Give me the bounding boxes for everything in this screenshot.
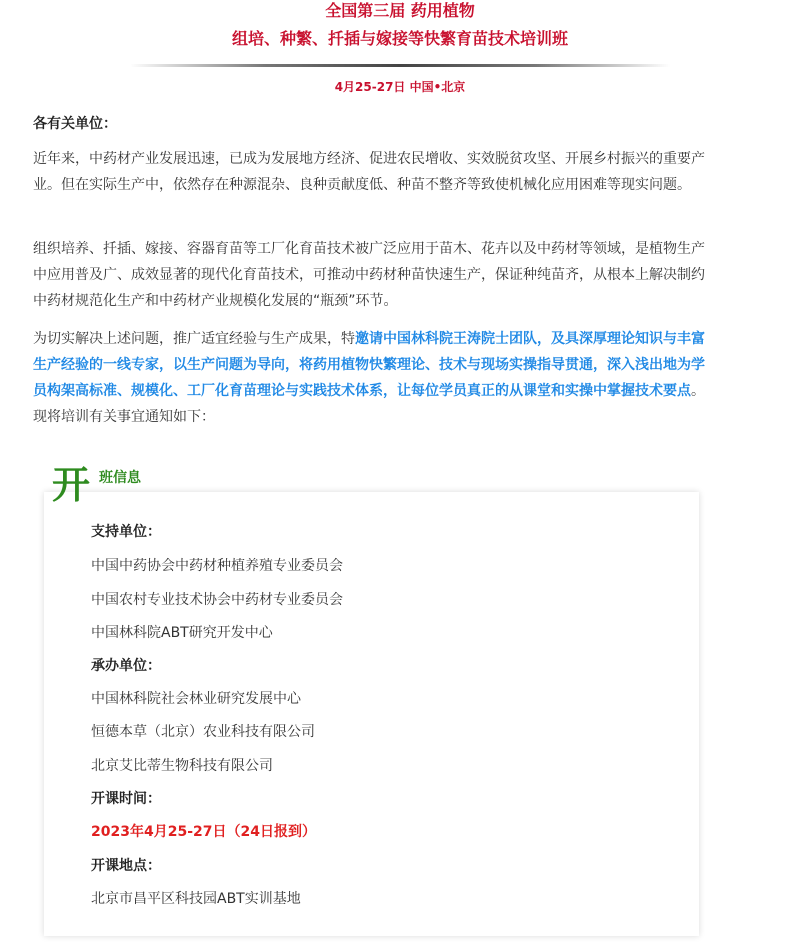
place-value: 北京市昌平区科技园ABT实训基地 bbox=[91, 891, 301, 907]
title-line-1: 全国第三届 药用植物 bbox=[325, 1, 475, 20]
paragraph-3-intro: 为切实解决上述问题，推广适宜经验与生产成果，特 bbox=[33, 331, 355, 347]
section-big-char: 开 bbox=[52, 463, 91, 507]
salutation: 各有关单位： bbox=[33, 116, 117, 132]
paragraph-3-highlight: 邀请中国林科院王涛院士团队，及具深厚理论知识与丰富生产经验的一线专家，以生产问题为导向，将药用植物快繁理论、技术与现场实操指导贯通，深入浅出地为学员构架高标准、规模化、工厂化育苗理论与实践技术体系，让每位学员真正的从课堂和实操中掌握技术要点 bbox=[33, 331, 705, 399]
host-unit-2: 恒德本草（北京）农业科技有限公司 bbox=[91, 724, 315, 740]
title-line-2: 组培、种繁、扦插与嫁接等快繁育苗技术培训班 bbox=[231, 29, 568, 48]
time-label: 开课时间： bbox=[91, 791, 161, 807]
support-label: 支持单位： bbox=[91, 524, 161, 540]
host-unit-3: 北京艾比蒂生物科技有限公司 bbox=[91, 758, 273, 774]
section-title: 班信息 bbox=[99, 470, 141, 486]
support-unit-3: 中国林科院ABT研究开发中心 bbox=[91, 625, 273, 641]
paragraph-1: 近年来，中药材产业发展迅速，已成为发展地方经济、促进农民增收、实效脱贫攻坚、开展乡村振兴的重要产业。但在实际生产中，依然存在种源混杂、良种贡献度低、种苗不整齐等致使机械化应用困难等现实问题。 bbox=[33, 151, 705, 193]
date-location: 4月25-27日 中国•北京 bbox=[334, 80, 466, 94]
support-unit-2: 中国农村专业技术协会中药材专业委员会 bbox=[91, 592, 343, 608]
paragraph-3-outro: 。现将培训有关事宜通知如下： bbox=[33, 383, 705, 425]
support-unit-1: 中国中药协会中药材种植养殖专业委员会 bbox=[91, 558, 343, 574]
host-unit-1: 中国林科院社会林业研究发展中心 bbox=[91, 691, 301, 707]
host-label: 承办单位： bbox=[91, 658, 161, 674]
paragraph-3 bbox=[33, 326, 713, 430]
place-label: 开课地点： bbox=[91, 858, 161, 874]
title-divider bbox=[130, 64, 670, 67]
time-value: 2023年4月25-27日（24日报到） bbox=[91, 824, 316, 840]
paragraph-2: 组织培养、扦插、嫁接、容器育苗等工厂化育苗技术被广泛应用于苗木、花卉以及中药材等领域，是植物生产中应用普及广、成效显著的现代化育苗技术，可推动中药材种苗快速生产，保证种纯苗齐，从根本上解决制约中药材规范化生产和中药材产业规模化发展的“瓶颈”环节。 bbox=[33, 241, 705, 309]
